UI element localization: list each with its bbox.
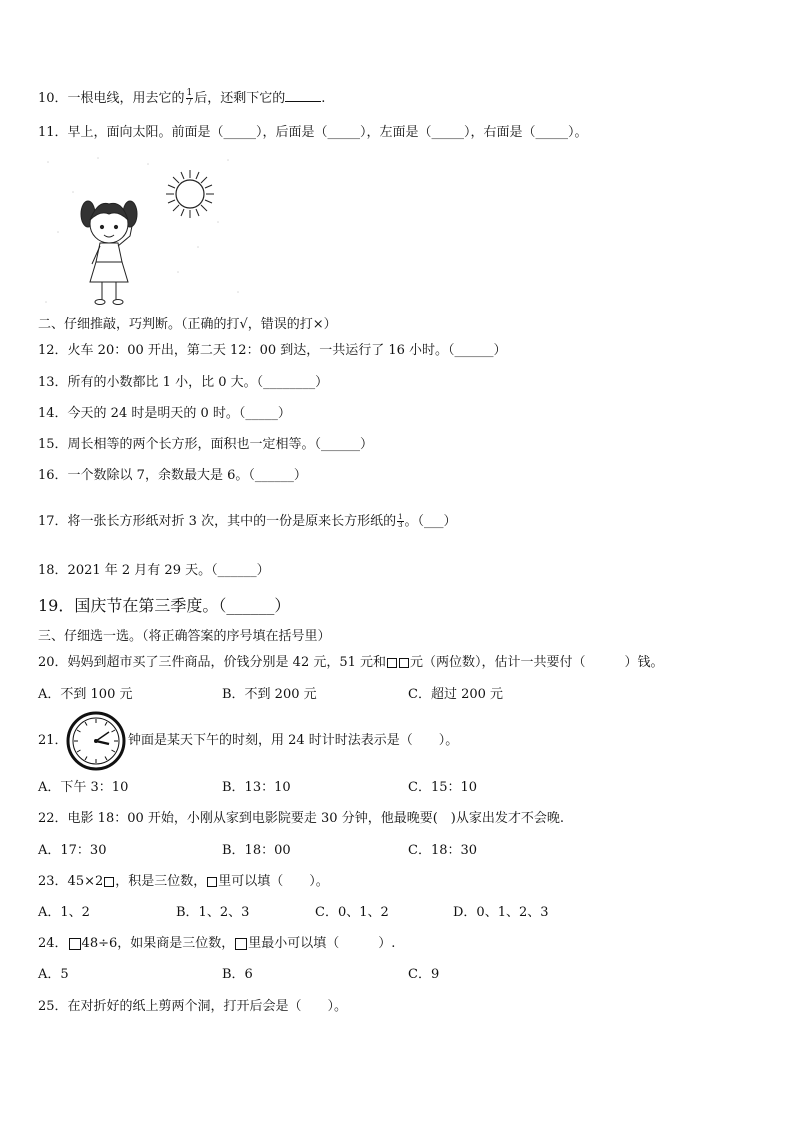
q23-option-d: D．0、1、2、3: [453, 905, 549, 920]
q20-option-b: B．不到 200 元: [222, 687, 317, 702]
question-14: 14．今天的 24 时是明天的 0 时。（_____）: [38, 406, 291, 421]
digit-box: [104, 877, 114, 887]
q23-option-a: A．1、2: [38, 905, 90, 920]
digit-box: [399, 658, 409, 668]
clock-face-icon: [66, 711, 126, 771]
q22-option-a: A．17：30: [38, 843, 107, 858]
digit-box: [387, 658, 397, 668]
question-23: 23．45×2 ，积是三位数， 里可以填（ ）。: [38, 874, 329, 889]
q23-option-c: C．0、1、2: [315, 905, 389, 920]
q21-option-c: C．15：10: [408, 780, 478, 795]
question-16: 16．一个数除以 7，余数最大是 6。（______）: [38, 468, 307, 483]
q24-option-c: C．9: [408, 967, 440, 982]
section-2-title: 二、仔细推敲，巧判断。（正确的打√，错误的打×）: [38, 317, 337, 332]
question-18: 18．2021 年 2 月有 29 天。（______）: [38, 563, 270, 578]
section-3-title: 三、仔细选一选。（将正确答案的序号填在括号里）: [38, 629, 331, 644]
q21-number: 21．: [38, 733, 68, 748]
digit-box: [235, 938, 247, 950]
fraction-one-seventh: $\frac{1}{7}$: [186, 88, 193, 108]
q24-option-b: B．6: [222, 967, 253, 982]
q10-prefix: 10．一根电线，用去它的: [38, 91, 185, 106]
q23-option-b: B．1、2、3: [176, 905, 250, 920]
question-10: 10．一根电线，用去它的 $\frac{1}{7}$ 后，还剩下它的 .: [38, 88, 326, 108]
question-25: 25．在对折好的纸上剪两个洞，打开后会是（ ）。: [38, 999, 348, 1014]
question-12: 12．火车 20：00 开出，第二天 12：00 到达，一共运行了 16 小时。（______）: [38, 343, 507, 358]
q21-option-b: B．13：10: [222, 780, 291, 795]
question-20: 20．妈妈到超市买了三件商品，价钱分别是 42 元，51 元和 元（两位数），估计一共要付（ ）钱。: [38, 655, 664, 670]
question-15: 15．周长相等的两个长方形，面积也一定相等。（______）: [38, 437, 374, 452]
girl-facing-sun-illustration: [38, 152, 244, 312]
answer-blank: [285, 89, 321, 102]
q10-suffix: 后，还剩下它的: [194, 91, 286, 106]
q20-option-c: C．超过 200 元: [408, 687, 504, 702]
sun-icon: [166, 170, 214, 218]
q22-option-c: C．18：30: [408, 843, 478, 858]
question-17: 17．将一张长方形纸对折 3 次，其中的一份是原来长方形纸的 $\frac{1}{3}$ 。（___）: [38, 513, 457, 529]
q21-option-a: A．下午 3：10: [38, 780, 129, 795]
question-21-text: 钟面是某天下午的时刻，用 24 时计时法表示是（ ）。: [128, 733, 459, 748]
digit-box: [207, 877, 217, 887]
fraction-one-third: $\frac{1}{3}$: [398, 513, 403, 529]
question-13: 13．所有的小数都比 1 小，比 0 大。（________）: [38, 375, 329, 390]
q24-option-a: A．5: [38, 967, 69, 982]
q20-option-a: A．不到 100 元: [38, 687, 133, 702]
question-19: 19．国庆节在第三季度。（______）: [38, 596, 291, 615]
digit-box: [69, 938, 81, 950]
q22-option-b: B．18：00: [222, 843, 291, 858]
question-22: 22．电影 18：00 开始，小刚从家到电影院要走 30 分钟，他最晚要( )从家出发才不会晚.: [38, 811, 564, 826]
question-24: 24． 48÷6，如果商是三位数， 里最小可以填（ ）.: [38, 936, 396, 951]
question-11: 11．早上，面向太阳。前面是（_____），后面是（_____），左面是（_____），右面是（_____）。: [38, 125, 588, 140]
